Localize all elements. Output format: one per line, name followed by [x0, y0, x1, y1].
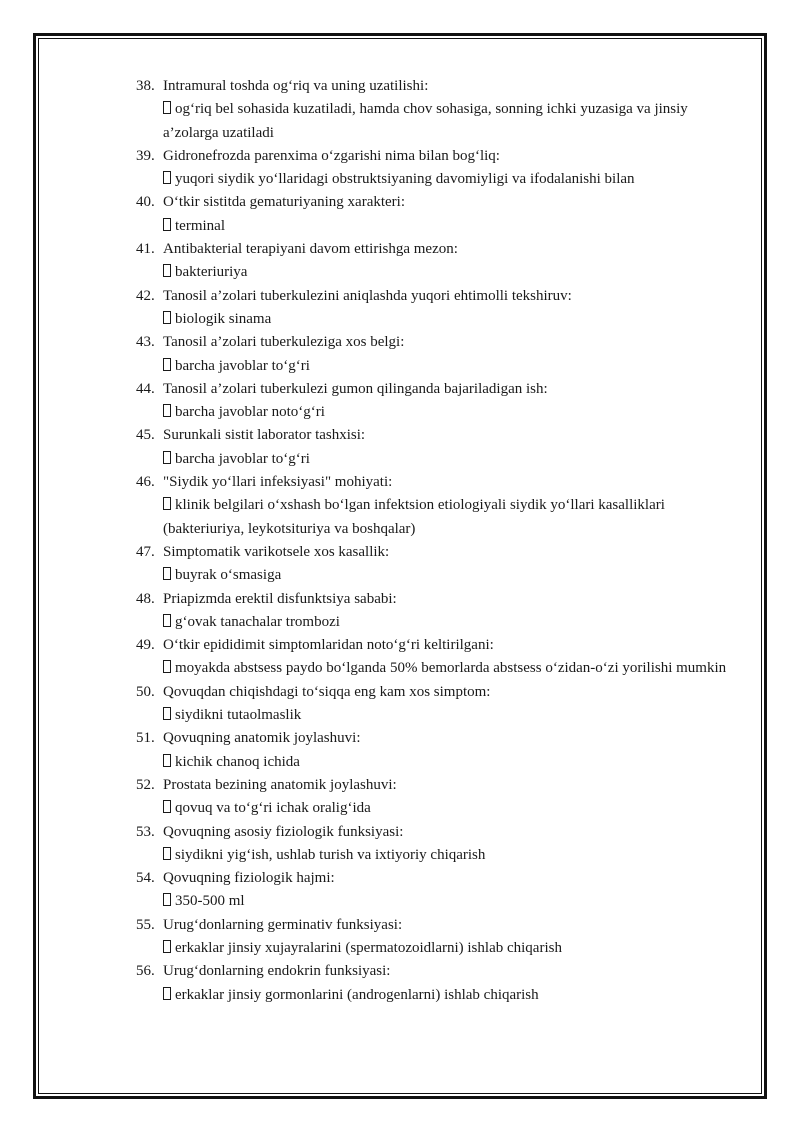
- answer-line: [136, 401, 736, 424]
- checkbox-glyph-icon: [163, 101, 171, 114]
- question-line: [136, 634, 736, 657]
- question-item: [136, 681, 736, 728]
- answer-text: erkaklar jinsiy xujayralarini (spermatozoidlarni) ishlab chiqarish: [175, 939, 562, 956]
- answer-text: klinik belgilari o‘xshash bo‘lgan infektsion etiologiyali siydik yo‘llari kasalliklari (bakteriuriya, leykotsituriya va boshqalar): [163, 497, 665, 537]
- answer-line: [136, 261, 736, 284]
- question-item: [136, 541, 736, 588]
- question-item: [136, 191, 736, 238]
- question-line: [136, 588, 736, 611]
- question-line: [136, 285, 736, 308]
- answer-text: yuqori siydik yo‘llaridagi obstruktsiyaning davomiyligi va ifodalanishi bilan: [175, 171, 635, 188]
- question-text: Qovuqning anatomik joylashuvi:: [163, 730, 361, 747]
- question-number: 56.: [136, 963, 155, 980]
- question-text: Qovuqning asosiy fiziologik funksiyasi:: [163, 823, 404, 840]
- checkbox-glyph-icon: [163, 940, 171, 953]
- answer-text: erkaklar jinsiy gormonlarini (androgenlarni) ishlab chiqarish: [175, 986, 539, 1003]
- question-item: [136, 821, 736, 868]
- checkbox-glyph-icon: [163, 893, 171, 906]
- checkbox-glyph-icon: [163, 497, 171, 510]
- question-number: 42.: [136, 287, 155, 304]
- answer-text: kichik chanoq ichida: [175, 753, 300, 770]
- question-item: [136, 378, 736, 425]
- question-item: [136, 331, 736, 378]
- question-item: [136, 145, 736, 192]
- checkbox-glyph-icon: [163, 800, 171, 813]
- question-number: 49.: [136, 637, 155, 654]
- question-text: Urug‘donlarning endokrin funksiyasi:: [163, 963, 391, 980]
- question-item: [136, 960, 736, 1007]
- question-number: 53.: [136, 823, 155, 840]
- checkbox-glyph-icon: [163, 171, 171, 184]
- answer-text: moyakda abstsess paydo bo‘lganda 50% bemorlarda abstsess o‘zidan-o‘zi yorilishi mumkin: [175, 660, 727, 677]
- checkbox-glyph-icon: [163, 311, 171, 324]
- checkbox-glyph-icon: [163, 451, 171, 464]
- question-item: [136, 238, 736, 285]
- checkbox-glyph-icon: [163, 707, 171, 720]
- answer-text: 350-500 ml: [175, 893, 245, 910]
- question-number: 44.: [136, 380, 155, 397]
- answer-text: bakteriuriya: [175, 264, 248, 281]
- answer-text: barcha javoblar noto‘g‘ri: [175, 404, 325, 421]
- question-item: [136, 471, 736, 541]
- answer-text: g‘ovak tanachalar trombozi: [175, 613, 340, 630]
- question-text: O‘tkir sistitda gematuriyaning xarakteri:: [163, 194, 406, 211]
- checkbox-glyph-icon: [163, 987, 171, 1000]
- question-list: [136, 75, 736, 1007]
- answer-line: [136, 890, 736, 913]
- answer-line: [136, 494, 736, 541]
- question-item: [136, 634, 736, 681]
- answer-text: terminal: [175, 217, 225, 234]
- answer-line: [136, 704, 736, 727]
- question-text: O‘tkir epididimit simptomlaridan noto‘g‘ri keltirilgani:: [163, 637, 494, 654]
- question-item: [136, 424, 736, 471]
- question-line: [136, 75, 736, 98]
- question-text: Antibakterial terapiyani davom ettirishga mezon:: [163, 241, 458, 258]
- answer-text: biologik sinama: [175, 310, 272, 327]
- question-text: Gidronefrozda parenxima o‘zgarishi nima bilan bog‘liq:: [163, 147, 500, 164]
- question-text: Surunkali sistit laborator tashxisi:: [163, 427, 366, 444]
- answer-line: [136, 564, 736, 587]
- question-text: Qovuqning fiziologik hajmi:: [163, 870, 335, 887]
- checkbox-glyph-icon: [163, 754, 171, 767]
- question-line: [136, 378, 736, 401]
- checkbox-glyph-icon: [163, 660, 171, 673]
- answer-text: barcha javoblar to‘g‘ri: [175, 357, 310, 374]
- question-line: [136, 145, 736, 168]
- question-text: Tanosil a’zolari tuberkulezi gumon qilinganda bajariladigan ish:: [163, 380, 548, 397]
- question-text: Tanosil a’zolari tuberkulezini aniqlashda yuqori ehtimolli tekshiruv:: [163, 287, 572, 304]
- checkbox-glyph-icon: [163, 567, 171, 580]
- question-item: [136, 914, 736, 961]
- checkbox-glyph-icon: [163, 358, 171, 371]
- answer-text: barcha javoblar to‘g‘ri: [175, 450, 310, 467]
- question-number: 43.: [136, 334, 155, 351]
- question-number: 39.: [136, 147, 155, 164]
- checkbox-glyph-icon: [163, 404, 171, 417]
- answer-line: [136, 751, 736, 774]
- question-item: [136, 75, 736, 145]
- question-text: Prostata bezining anatomik joylashuvi:: [163, 776, 397, 793]
- answer-line: [136, 984, 736, 1007]
- question-line: [136, 331, 736, 354]
- answer-text: qovuq va to‘g‘ri ichak oralig‘ida: [175, 800, 371, 817]
- answer-line: [136, 98, 736, 145]
- question-number: 48.: [136, 590, 155, 607]
- answer-line: [136, 657, 736, 680]
- question-number: 52.: [136, 776, 155, 793]
- question-line: [136, 727, 736, 750]
- question-text: Urug‘donlarning germinativ funksiyasi:: [163, 916, 403, 933]
- answer-text: siydikni yig‘ish, ushlab turish va ixtiyoriy chiqarish: [175, 846, 486, 863]
- question-number: 38.: [136, 78, 155, 94]
- answer-line: [136, 355, 736, 378]
- question-line: [136, 914, 736, 937]
- question-line: [136, 867, 736, 890]
- question-line: [136, 471, 736, 494]
- question-number: 47.: [136, 543, 155, 560]
- answer-line: [136, 215, 736, 238]
- answer-line: [136, 937, 736, 960]
- question-line: [136, 424, 736, 447]
- question-text: Tanosil a’zolari tuberkuleziga xos belgi:: [163, 334, 405, 351]
- answer-line: [136, 168, 736, 191]
- answer-text: buyrak o‘smasiga: [175, 567, 282, 584]
- checkbox-glyph-icon: [163, 847, 171, 860]
- answer-line: [136, 448, 736, 471]
- question-item: [136, 774, 736, 821]
- checkbox-glyph-icon: [163, 264, 171, 277]
- question-item: [136, 285, 736, 332]
- question-text: Qovuqdan chiqishdagi to‘siqqa eng kam xos simptom:: [163, 683, 491, 700]
- question-line: [136, 960, 736, 983]
- checkbox-glyph-icon: [163, 218, 171, 231]
- question-number: 40.: [136, 194, 155, 211]
- question-line: [136, 541, 736, 564]
- question-text: "Siydik yo‘llari infeksiyasi" mohiyati:: [163, 474, 393, 491]
- question-text: Priapizmda erektil disfunktsiya sababi:: [163, 590, 397, 607]
- answer-text: siydikni tutaolmaslik: [175, 707, 302, 724]
- answer-line: [136, 844, 736, 867]
- answer-line: [136, 611, 736, 634]
- question-number: 45.: [136, 427, 155, 444]
- question-text: Intramural toshda og‘riq va uning uzatilishi:: [163, 78, 429, 94]
- question-line: [136, 774, 736, 797]
- question-number: 50.: [136, 683, 155, 700]
- question-item: [136, 727, 736, 774]
- question-item: [136, 867, 736, 914]
- question-line: [136, 191, 736, 214]
- question-item: [136, 588, 736, 635]
- answer-line: [136, 797, 736, 820]
- question-number: 51.: [136, 730, 155, 747]
- question-text: Simptomatik varikotsele xos kasallik:: [163, 543, 390, 560]
- question-line: [136, 238, 736, 261]
- question-line: [136, 681, 736, 704]
- question-line: [136, 821, 736, 844]
- question-number: 41.: [136, 241, 155, 258]
- question-number: 54.: [136, 870, 155, 887]
- checkbox-glyph-icon: [163, 614, 171, 627]
- question-number: 46.: [136, 474, 155, 491]
- question-number: 55.: [136, 916, 155, 933]
- answer-text: og‘riq bel sohasida kuzatiladi, hamda chov sohasiga, sonning ichki yuzasiga va jinsiy a’zolarga uzatiladi: [163, 101, 688, 141]
- answer-line: [136, 308, 736, 331]
